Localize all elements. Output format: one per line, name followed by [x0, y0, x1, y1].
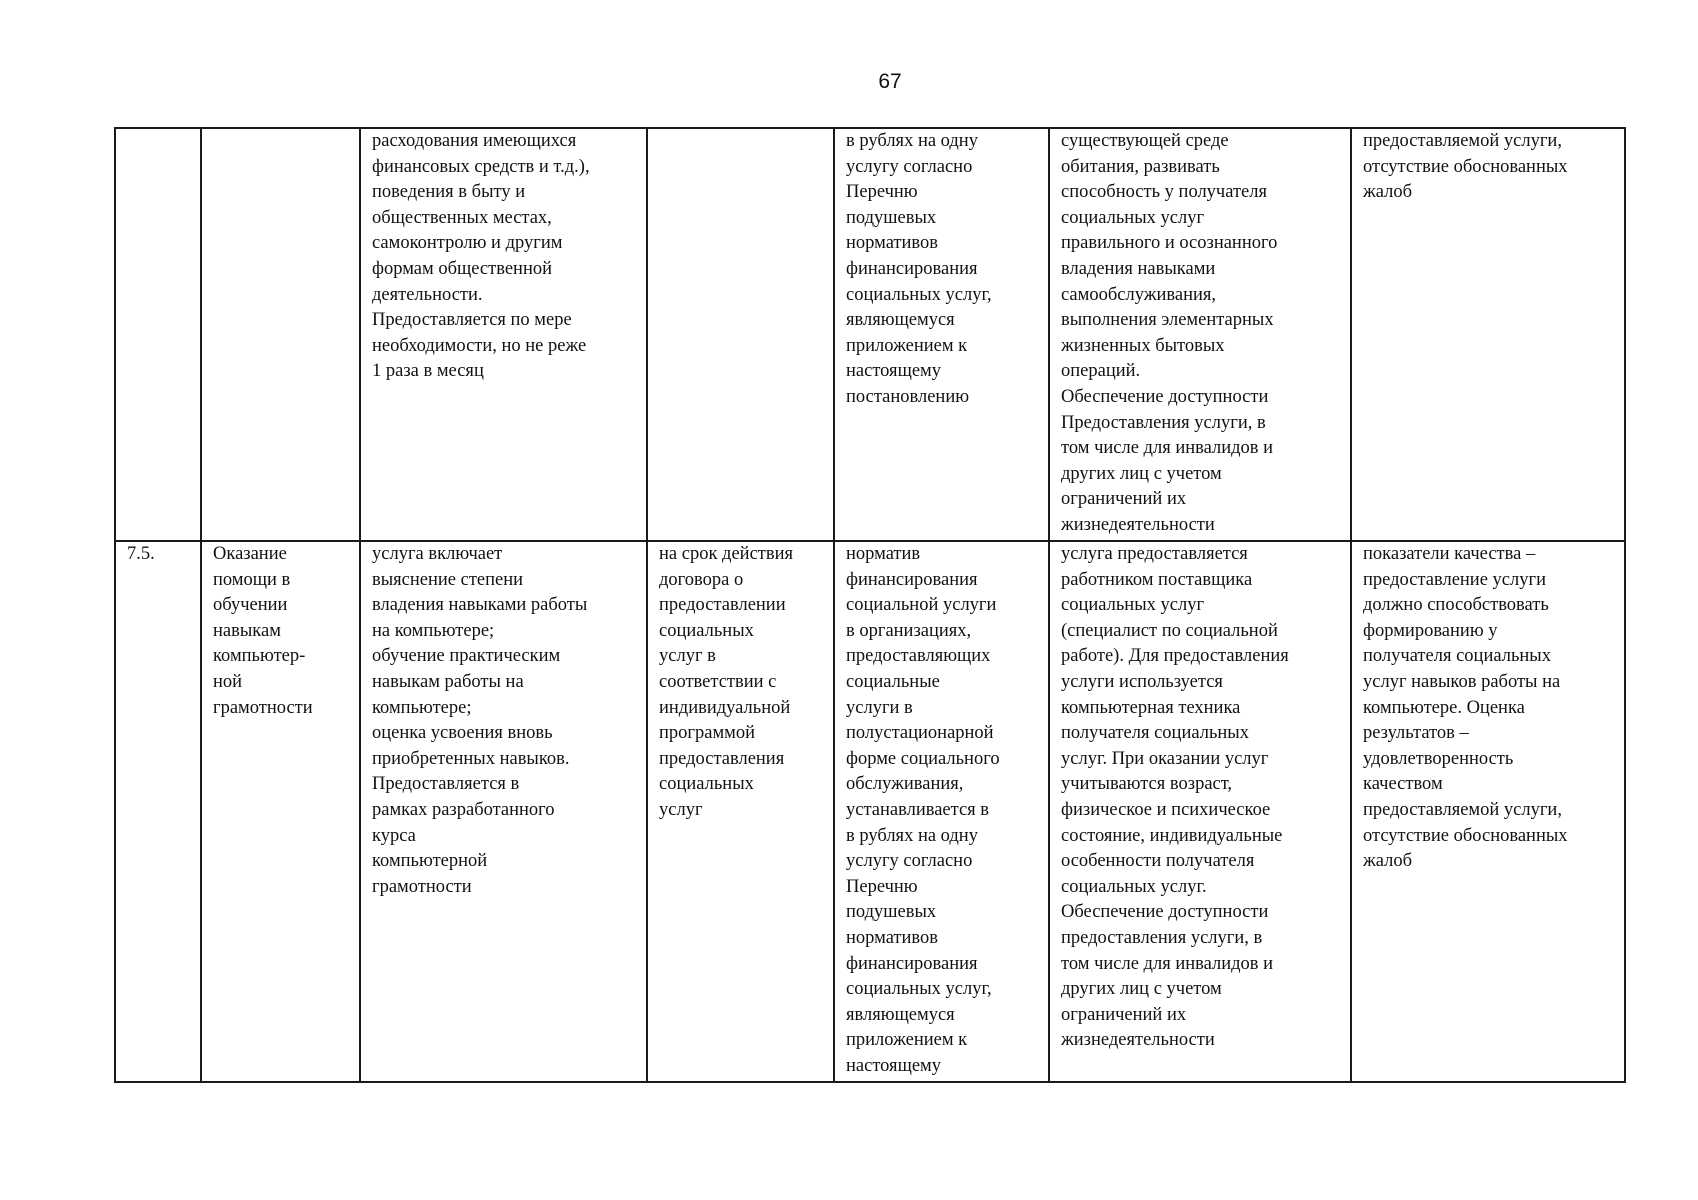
cell-service-content: услуга включает выяснение степени владения навыками работы на компьютере; обучение практическим навыкам работы на компьютере; оценка усвоения вновь приобретенных навыков. Предоставляется в рамках разработанного курса компьютерной грамотности — [360, 541, 647, 1082]
cell-financing-norm: норматив финансирования социальной услуги в организациях, предоставляющих социальные услуги в полустационарной форме социального обслуживания, устанавливается в в рублях на одну услугу согласно Перечню подушевых нормативов финансирования социальных услуг, являющемуся приложением к настоящему — [834, 541, 1049, 1082]
cell-service-name: Оказание помощи в обучении навыкам компьютер- ной грамотности — [201, 541, 360, 1082]
cell-service-term — [647, 128, 834, 541]
services-table — [114, 127, 1626, 1083]
cell-service-term: на срок действия договора о предоставлении социальных услуг в соответствии с индивидуальной программой предоставления социальных услуг — [647, 541, 834, 1082]
cell-quality-indicators: показатели качества – предоставление услуги должно способствовать формированию у получателя социальных услуг навыков работы на компьютере. Оценка результатов – удовлетворенность качеством предоставляемой услуги, отсутствие обоснованных жалоб — [1351, 541, 1625, 1082]
cell-provision-conditions: существующей среде обитания, развивать способность у получателя социальных услуг правильного и осознанного владения навыками самообслуживания, выполнения элементарных жизненных бытовых операций. Обеспечение доступности Предоставления услуги, в том числе для инвалидов и других лиц с учетом ограничений их жизнедеятельности — [1049, 128, 1351, 541]
cell-financing-norm: в рублях на одну услугу согласно Перечню подушевых нормативов финансирования социальных услуг, являющемуся приложением к настоящему постановлению — [834, 128, 1049, 541]
cell-quality-indicators: предоставляемой услуги, отсутствие обоснованных жалоб — [1351, 128, 1625, 541]
cell-number — [115, 128, 201, 541]
cell-provision-conditions: услуга предоставляется работником поставщика социальных услуг (специалист по социальной работе). Для предоставления услуги используется компьютерная техника получателя социальных услуг. При оказании услуг учитываются возраст, физическое и психическое состояние, индивидуальные особенности получателя социальных услуг. Обеспечение доступности предоставления услуги, в том числе для инвалидов и других лиц с учетом ограничений их жизнедеятельности — [1049, 541, 1351, 1082]
table-row — [115, 128, 1625, 541]
cell-service-name — [201, 128, 360, 541]
cell-service-content: расходования имеющихся финансовых средств и т.д.), поведения в быту и общественных местах, самоконтролю и другим формам общественной деятельности. Предоставляется по мере необходимости, но не реже 1 раза в месяц — [360, 128, 647, 541]
cell-number: 7.5. — [115, 541, 201, 1082]
table-row — [115, 541, 1625, 1082]
page-number: 67 — [878, 70, 902, 93]
